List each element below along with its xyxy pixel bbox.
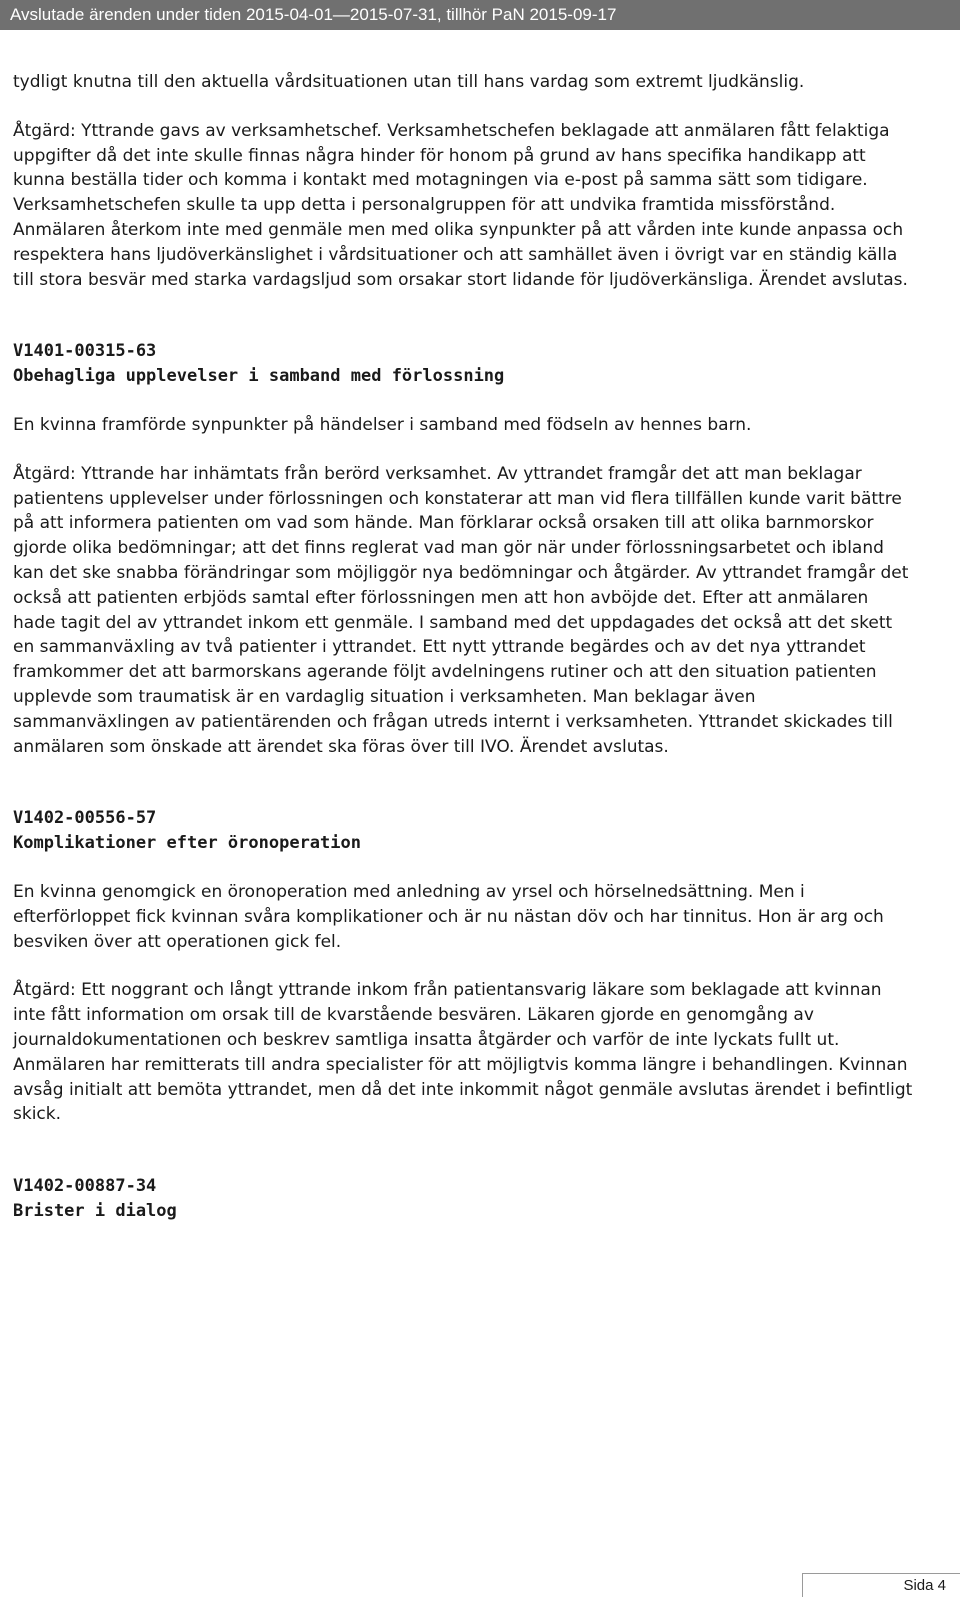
case-entry	[13, 1174, 913, 1224]
case-title: Komplikationer efter öronoperation	[13, 833, 361, 854]
case-entry	[13, 806, 913, 1127]
case-description: En kvinna genomgick en öronoperation med anledning av yrsel och hörselnedsättning. Men i efterförloppet fick kvinnan svåra komplikationer och är nu nästan döv och har tinnitus. Hon är arg och besviken över att operationen gick fel.	[13, 881, 884, 952]
page-header	[0, 0, 960, 30]
intro-paragraph: tydligt knutna till den aktuella vårdsituationen utan till hans vardag som extremt ljudkänslig.	[13, 72, 805, 92]
header-title: Avslutade ärenden under tiden 2015-04-01—2015-07-31, tillhör PaN 2015-09-17	[10, 5, 617, 24]
case-action: Åtgärd: Ett noggrant och långt yttrande inkom från patientansvarig läkare som beklagade att kvinnan inte fått information om orsak till de kvarstående besvären. Läkaren gjorde en genomgång av journaldokumentationen och beskrev samtliga insatta åtgärder och varför de inte lyckats fullt ut. Anmälaren har remitterats till andra specialister för att möjligtvis komma längre i behandlingen. Kvinnan avsåg initialt att bemöta yttrandet, men då det inte inkommit något genmäle avslutas ärendet i befintligt skick.	[13, 980, 913, 1125]
case-id: V1402-00556-57	[13, 808, 157, 829]
case-id: V1401-00315-63	[13, 341, 157, 362]
document-body	[13, 70, 913, 1224]
case-title: Brister i dialog	[13, 1200, 177, 1221]
intro-action-paragraph: Åtgärd: Yttrande gavs av verksamhetschef. Verksamhetschefen beklagade att anmälaren fått felaktiga uppgifter då det inte skulle finnas några hinder för honom på grund av hans specifika handikapp att kunna beställa tider och komma i kontakt med motagningen via e-post på samma sätt som tidigare. Verksamhetschefen skulle ta upp detta i personalgruppen för att undvika framtida missförstånd. Anmälaren återkom inte med genmäle men med olika synpunkter på att vården inte kunde anpassa och respektera hans ljudöverkänslighet i vårdsituationer och att samhället även i övrigt var en ständig källa till stora besvär med starka vardagsljud som orsakar stort lidande för ljudöverkänsliga. Ärendet avslutas.	[13, 120, 908, 290]
case-id: V1402-00887-34	[13, 1176, 157, 1197]
case-action: Åtgärd: Yttrande har inhämtats från berörd verksamhet. Av yttrandet framgår det att man beklagar patientens upplevelser under förlossningen och konstaterar att man vid flera tillfällen kunde varit bättre på att informera patienten om vad som hände. Man förklarar också orsaken till att olika barnmorskor gjorde olika bedömningar; att det finns reglerat vad man gör när under förlossningsarbetet och ibland kan det ske snabba förändringar som möjliggör nya bedömningar och åtgärder. Av yttrandet framgår det också att patienten erbjöds samtal efter förlossningen men att hon avböjde det. Efter att anmälaren hade tagit del av yttrandet inkom ett genmäle. I samband med det uppdagades det också att det skett en sammanväxling av två patienter i yttrandet. Ett nytt yttrande begärdes och av det nya yttrandet framkommer det att barmorskans agerande följt avdelningens rutiner och att den situation patienten upplevde som traumatisk är en vardaglig situation i verksamheten. Man beklagar även sammanväxlingen av patientärenden och frågan utreds internt i verksamheten. Yttrandet skickades till anmälaren som önskade att ärendet ska föras över till IVO. Ärendet avslutas.	[13, 463, 909, 757]
case-description: En kvinna framförde synpunkter på händelser i samband med födseln av hennes barn.	[13, 414, 752, 435]
case-entry	[13, 339, 913, 759]
page-number-box	[802, 1573, 960, 1597]
page-number: Sida 4	[903, 1577, 946, 1594]
case-title: Obehagliga upplevelser i samband med förlossning	[13, 366, 505, 387]
